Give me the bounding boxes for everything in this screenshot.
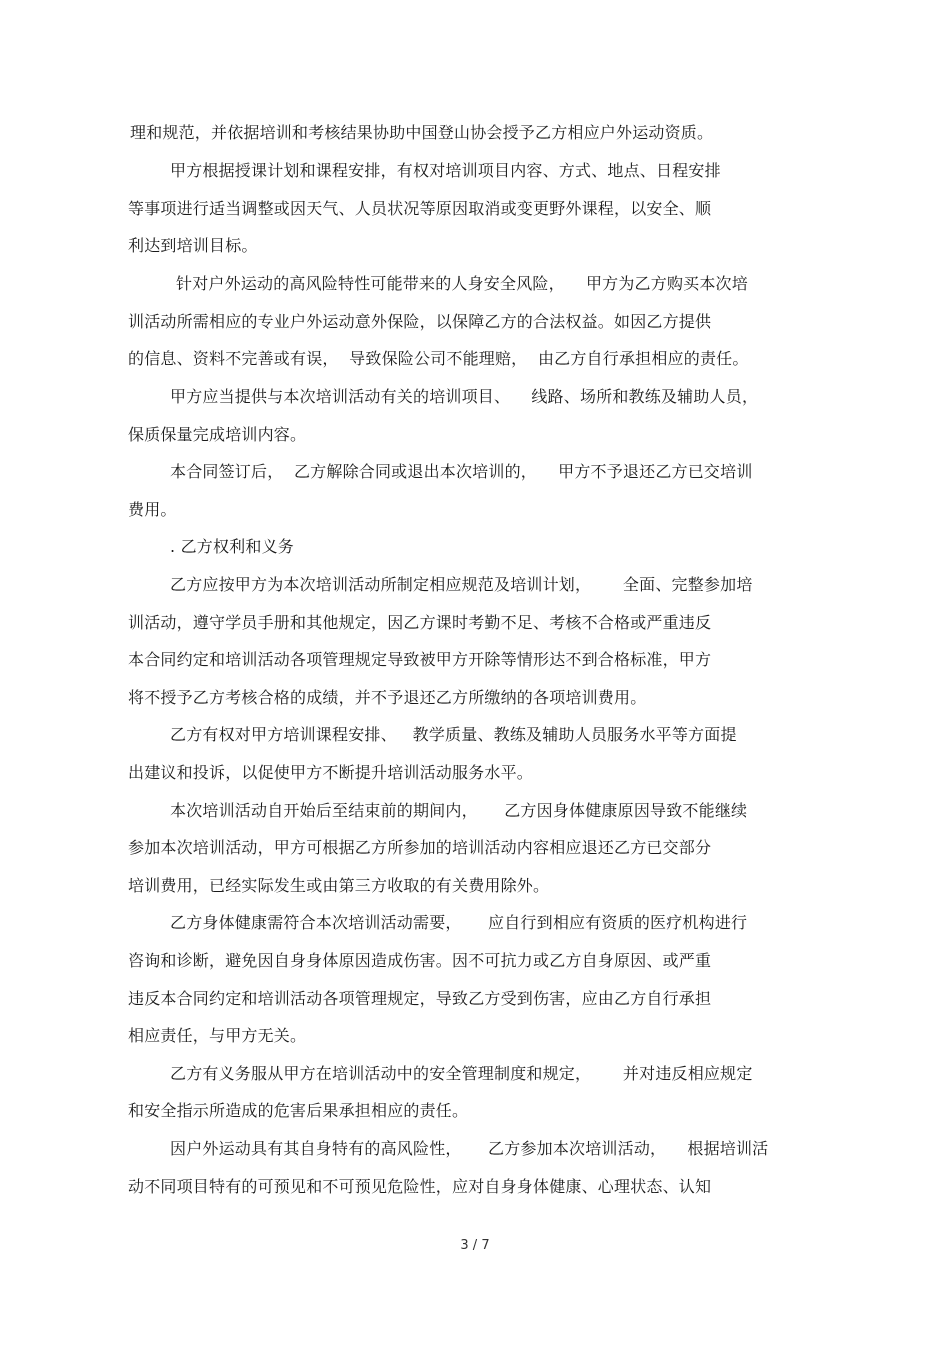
text-line: 本次培训活动自开始后至结束前的期间内， 乙方因身体健康原因导致不能继续 bbox=[170, 801, 748, 820]
text-line: 针对户外运动的高风险特性可能带来的人身安全风险， 甲方为乙方购买本次培 bbox=[176, 274, 748, 293]
text-line: 甲方应当提供与本次培训活动有关的培训项目、 线路、场所和教练及辅助人员， bbox=[170, 387, 759, 406]
text-line: 训活动，遵守学员手册和其他规定，因乙方课时考勤不足、考核不合格或严重违反 bbox=[128, 613, 712, 632]
text-line: 因户外运动具有其自身特有的高风险性， 乙方参加本次培训活动， 根据培训活 bbox=[170, 1139, 769, 1158]
text-line: 理和规范，并依据培训和考核结果协助中国登山协会授予乙方相应户外运动资质。 bbox=[130, 123, 714, 142]
text-line: 培训费用，已经实际发生或由第三方收取的有关费用除外。 bbox=[128, 876, 550, 895]
text-line: 参加本次培训活动，甲方可根据乙方所参加的培训活动内容相应退还乙方已交部分 bbox=[128, 838, 712, 857]
text-line: 出建议和投诉，以促使甲方不断提升培训活动服务水平。 bbox=[128, 763, 534, 782]
text-line: 本合同签订后， 乙方解除合同或退出本次培训的， 甲方不予退还乙方已交培训 bbox=[170, 462, 753, 481]
text-line: 乙方应按甲方为本次培训活动所制定相应规范及培训计划， 全面、完整参加培 bbox=[170, 575, 753, 594]
text-line: 乙方有权对甲方培训课程安排、 教学质量、教练及辅助人员服务水平等方面提 bbox=[170, 725, 737, 744]
section-heading: . 乙方权利和义务 bbox=[170, 537, 294, 556]
text-line: 违反本合同约定和培训活动各项管理规定，导致乙方受到伤害，应由乙方自行承担 bbox=[128, 989, 712, 1008]
text-line: 咨询和诊断，避免因自身身体原因造成伤害。因不可抗力或乙方自身原因、或严重 bbox=[128, 951, 712, 970]
text-line: 乙方身体健康需符合本次培训活动需要， 应自行到相应有资质的医疗机构进行 bbox=[170, 913, 748, 932]
text-line: 相应责任，与甲方无关。 bbox=[128, 1026, 307, 1045]
text-line: 和安全指示所造成的危害后果承担相应的责任。 bbox=[128, 1101, 469, 1120]
text-line: 动不同项目特有的可预见和不可预见危险性，应对自身身体健康、心理状态、认知 bbox=[128, 1177, 712, 1196]
text-line: 的信息、资料不完善或有误， 导致保险公司不能理赔， 由乙方自行承担相应的责任。 bbox=[128, 349, 749, 368]
text-line: 将不授予乙方考核合格的成绩，并不予退还乙方所缴纳的各项培训费用。 bbox=[128, 688, 647, 707]
text-line: 等事项进行适当调整或因天气、人员状况等原因取消或变更野外课程，以安全、顺 bbox=[128, 199, 712, 218]
text-line: 费用。 bbox=[128, 500, 177, 519]
text-line: 本合同约定和培训活动各项管理规定导致被甲方开除等情形达不到合格标准，甲方 bbox=[128, 650, 712, 669]
text-line: 训活动所需相应的专业户外运动意外保险，以保障乙方的合法权益。如因乙方提供 bbox=[128, 312, 712, 331]
text-line: 保质保量完成培训内容。 bbox=[128, 425, 307, 444]
text-line: 利达到培训目标。 bbox=[128, 236, 258, 255]
text-line: 乙方有义务服从甲方在培训活动中的安全管理制度和规定， 并对违反相应规定 bbox=[170, 1064, 753, 1083]
text-line: 甲方根据授课计划和课程安排，有权对培训项目内容、方式、地点、日程安排 bbox=[170, 161, 721, 180]
page-number: 3 / 7 bbox=[460, 1238, 490, 1253]
